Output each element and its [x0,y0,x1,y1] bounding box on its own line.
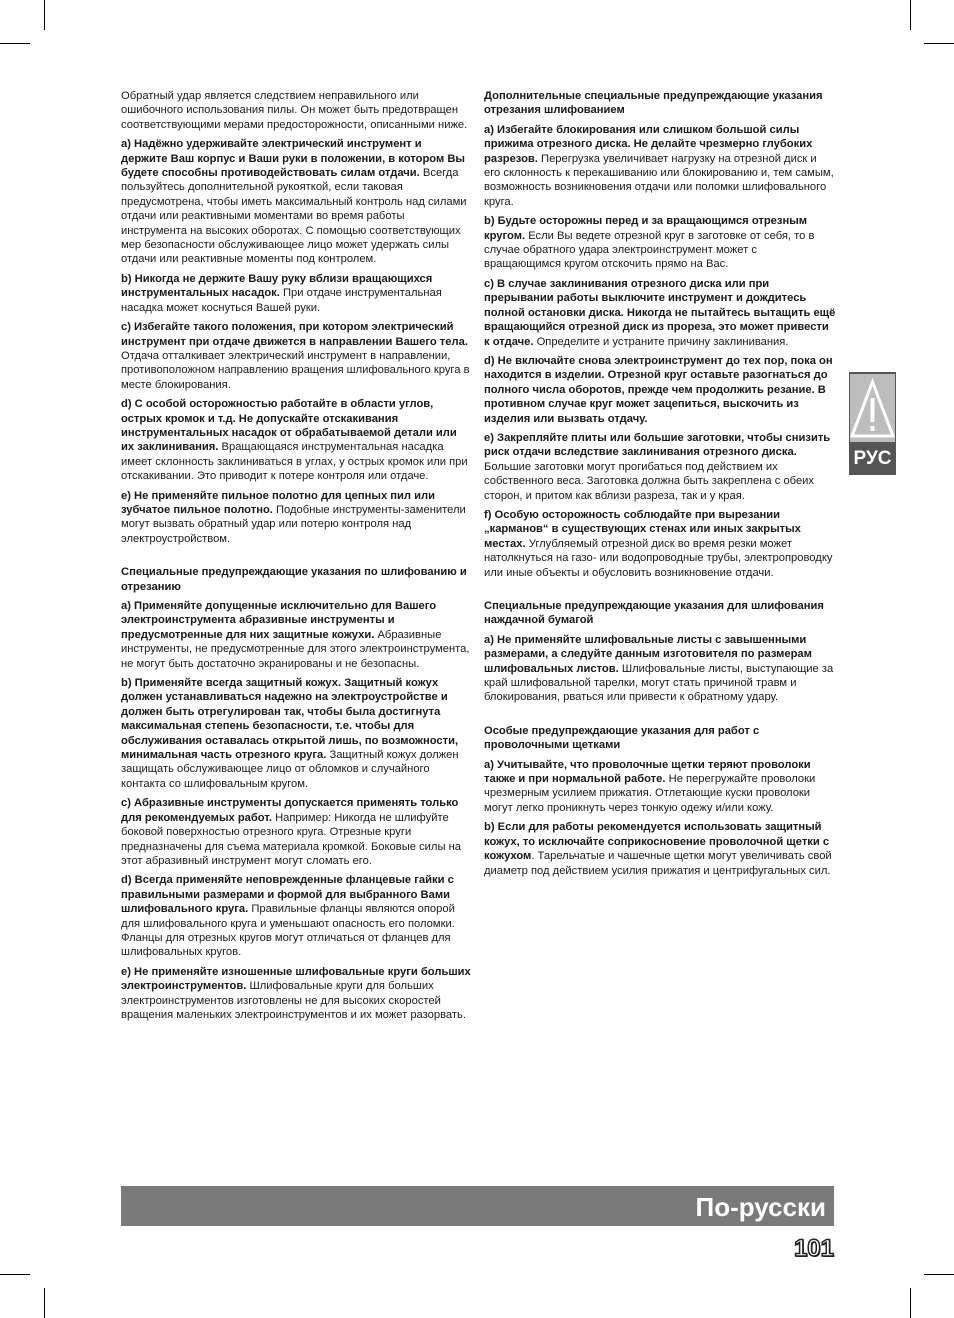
paragraph [121,873,471,959]
paragraph [484,123,836,209]
body-text: Определите и устраните причину заклинивания. [533,335,789,348]
body-text: . Тарельчатые и чашечные щетки могут увеличивать свой диаметр под действием усилия прижатия и центрифугальных сил. [484,850,832,877]
section-heading [484,724,836,753]
body-text: Большие заготовки могут прогибаться под действием их собственного веса. Заготовка должна быть закреплена с обеих сторон, и притом как вблизи разреза, так и у края. [484,460,815,502]
body-text: Обратный удар является следствием неправильного или ошибочного использования пилы. Он может быть предотвращен соответствующими мерами предосторожности, описанными ниже. [121,90,468,131]
body-text: Не перегружайте проволоки чрезмерным усилием прижатия. Отлетающие куски проволоки могут легко проникнуть через тонкую одежу и/или кожу. [484,773,816,814]
section-gap [121,551,471,565]
bold-lead: f) Особую осторожность соблюдайте при вырезании „карманов“ в существующих стенах или иных закрытых местах. [484,508,801,550]
paragraph [121,599,471,671]
bold-lead: a) Избегайте блокирования или слишком большой силы прижима отрезного диска. Не делайте чрезмерно глубоких разрезов. [484,123,813,165]
bold-lead: e) Не применяйте пильное полотно для цепных пил или зубчатое пильное полотно. [121,489,436,516]
bold-lead: e) Не применяйте изношенные шлифовальные круги больших электроинструментов. [121,965,471,993]
body-text: Всегда пользуйтесь дополнительной рукояткой, если таковая предусмотрена, чтобы иметь максимальный контроль над силами отдачи или реактивными моментами во время работы инструмента на высоких оборотах. С помощью соответствующих мер безопасности обслуживающее лицо может удержать силы отдачи или реактивные моменты под контролем. [121,167,467,266]
bold-lead: a) Надёжно удерживайте электрический инструмент и держите Ваш корпус и Ваши руки в положении, в котором Вы будете способны противодействовать силам отдачи. [121,138,465,180]
paragraph [484,758,836,816]
language-label: РУС [853,448,892,469]
crop-mark [924,43,954,44]
bold-lead: Особые предупреждающие указания для работ с проволочными щетками [484,724,760,752]
language-tab [849,372,896,475]
bold-lead: c) В случае заклинивания отрезного диска или при прерывании работы выключите инструмент и дождитесь полной остановки диска. Никогда не пытайтесь вытащить ещё вращающийся отрезной диск из прореза, это может привести к отдаче. [484,277,836,348]
crop-mark [0,43,30,44]
paragraph [121,489,471,547]
body-text: Абразивные инструменты, не предусмотренные для этого электроинструмента, не могут быть достаточно экранированы и не безопасны. [121,628,470,670]
bold-lead: d) С особой осторожностью работайте в области углов, острых кромок и т.д. Не допускайте отскакивания инструментальных насадок от обрабатываемой детали или их заклинивания. [121,398,457,454]
paragraph [121,676,471,791]
paragraph [121,965,471,1023]
bold-lead: Дополнительные специальные предупреждающие указания отрезания шлифованием [484,90,823,117]
paragraph [121,397,471,483]
paragraph [484,431,836,503]
body-text: Защитный кожух должен защищать обслуживающее лицо от обломков и случайного контакта со шлифовальным кругом. [121,749,459,790]
body-text: Углубляемый отрезной диск во время резки может натолкнуться на газо- или водопроводные трубы, электропроводку или иные объекты и обусловить возникновение отдачи. [484,537,833,579]
crop-mark [44,0,45,30]
bold-lead: a) Не применяйте шлифовальные листы с завышенными размерами, а следуйте данным изготовителя по размерам шлифовальных листов. [484,633,812,675]
bold-lead: c) Абразивные инструменты допускается применять только для рекомендуемых работ. [121,797,459,824]
section-title: По-русски [695,1192,826,1222]
bold-lead: e) Закрепляйте плиты или большие заготовки, чтобы снизить риск отдачи вследствие заклинивания отрезного диска. [484,431,831,459]
paragraph [121,796,471,868]
bold-lead: c) Избегайте такого положения, при котором электрический инструмент при отдаче движется в направлении Вашего тела. [121,321,468,348]
body-text: При отдаче инструментальная насадка может коснуться Вашей руки. [121,287,442,314]
bold-lead: b) Никогда не держите Вашу руку вблизи вращающихся инструментальных насадок. [121,272,433,300]
crop-mark [910,0,911,30]
body-text: Шлифовальные листы, выступающие за край шлифовальной тарелки, могут стать причиной травм и блокирования, рваться или привести к обратному удару. [484,662,834,704]
paragraph [121,320,471,392]
bold-lead: Специальные предупреждающие указания по шлифованию и отрезанию [121,566,467,593]
body-text: Вращающаяся инструментальная насадка имеет склонность заклиниваться в углах, у острых кромок или при отскакивании. Это приводит к потере контроля или отдаче. [121,441,468,483]
paragraph [484,508,836,580]
bold-lead: a) Учитывайте, что проволочные щетки теряют проволоки также и при нормальной работе. [484,758,811,786]
left-column [121,89,471,1027]
bold-lead: d) Всегда применяйте неповрежденные фланцевые гайки с правильными размерами и формой для выбранного Вами шлифовального круга. [121,874,454,916]
bold-lead: d) Не включайте снова электроинструмент до тех пор, пока он находится в изделии. Отрезной круг оставьте разогнаться до полного числа оборотов, прежде чем продолжить резание. В противном случае круг может зацепиться, выскочить из изделия или вызвать отдачу. [484,354,833,425]
crop-mark [0,1274,30,1275]
crop-mark [44,1288,45,1318]
paragraph [484,277,836,349]
footer-bar [121,1186,834,1226]
section-heading [484,599,836,628]
section-heading [121,565,471,594]
bold-lead: b) Применяйте всегда защитный кожух. Защитный кожух должен устанавливаться надежно на электроустройстве и должен быть отрегулирован так, чтобы была достигнута максимальная степень безопасности, т.е. чтобы для обслуживания оставалась открытой лишь, по возможности, минимальная часть отрезного круга. [121,677,459,762]
page-number: 101 [793,1235,834,1262]
body-text: Перегрузка увеличивает нагрузку на отрезной диск и его склонность к перекашиванию или блокированию и, тем самым, возможность возникновения отдачи или поломки шлифовального круга. [484,152,834,208]
crop-mark [910,1288,911,1318]
body-text: Например: Никогда не шлифуйте боковой поверхностью отрезного круга. Отрезные круги предназначены для съема материала кромкой. Боковые силы на этот абразивный инструмент могут сломать его. [121,811,461,867]
body-text: Отдача отталкивает электрический инструмент в направлении, противоположном направлению вращения шлифовального круга в месте блокирования. [121,349,470,391]
crop-mark [924,1274,954,1275]
paragraph [484,633,836,705]
section-gap [484,710,836,724]
bold-lead: Специальные предупреждающие указания для шлифования наждачной бумагой [484,600,824,627]
warning-triangle-icon [850,374,895,442]
bold-lead: b) Если для работы рекомендуется использовать защитный кожух, то исключайте соприкосновение проволочной щетки с кожухом [484,821,830,863]
bold-lead: b) Будьте осторожны перед и за вращающимся отрезным кругом. [484,215,808,242]
paragraph [121,137,471,267]
section-heading [484,89,836,118]
body-text: Если Вы ведете отрезной круг в заготовке от себя, то в случае обратного удара электроинструмент может с вращающимся кругом отскочить прямо на Вас. [484,229,815,271]
body-text: Шлифовальные круги для больших электроинструментов изготовлены не для высоких скоростей вращения маленьких электроинструментов и их может разорвать. [121,980,466,1021]
paragraph [121,272,471,315]
section-gap [484,585,836,599]
body-text: Правильные фланцы являются опорой для шлифовального круга и уменьшают опасность его поломки. Фланцы для отрезных кругов могут отличаться от фланцев для шлифовальных кругов. [121,903,455,959]
body-text: Подобные инструменты-заменители могут вызвать обратный удар или потерю контроля над электроустройством. [121,503,466,545]
paragraph [121,89,471,132]
paragraph [484,354,836,426]
bold-lead: a) Применяйте допущенные исключительно для Вашего электроинструмента абразивные инструменты и предусмотренные для них защитные кожухи. [121,600,437,641]
right-column [484,89,836,883]
paragraph [484,214,836,272]
paragraph [484,820,836,878]
